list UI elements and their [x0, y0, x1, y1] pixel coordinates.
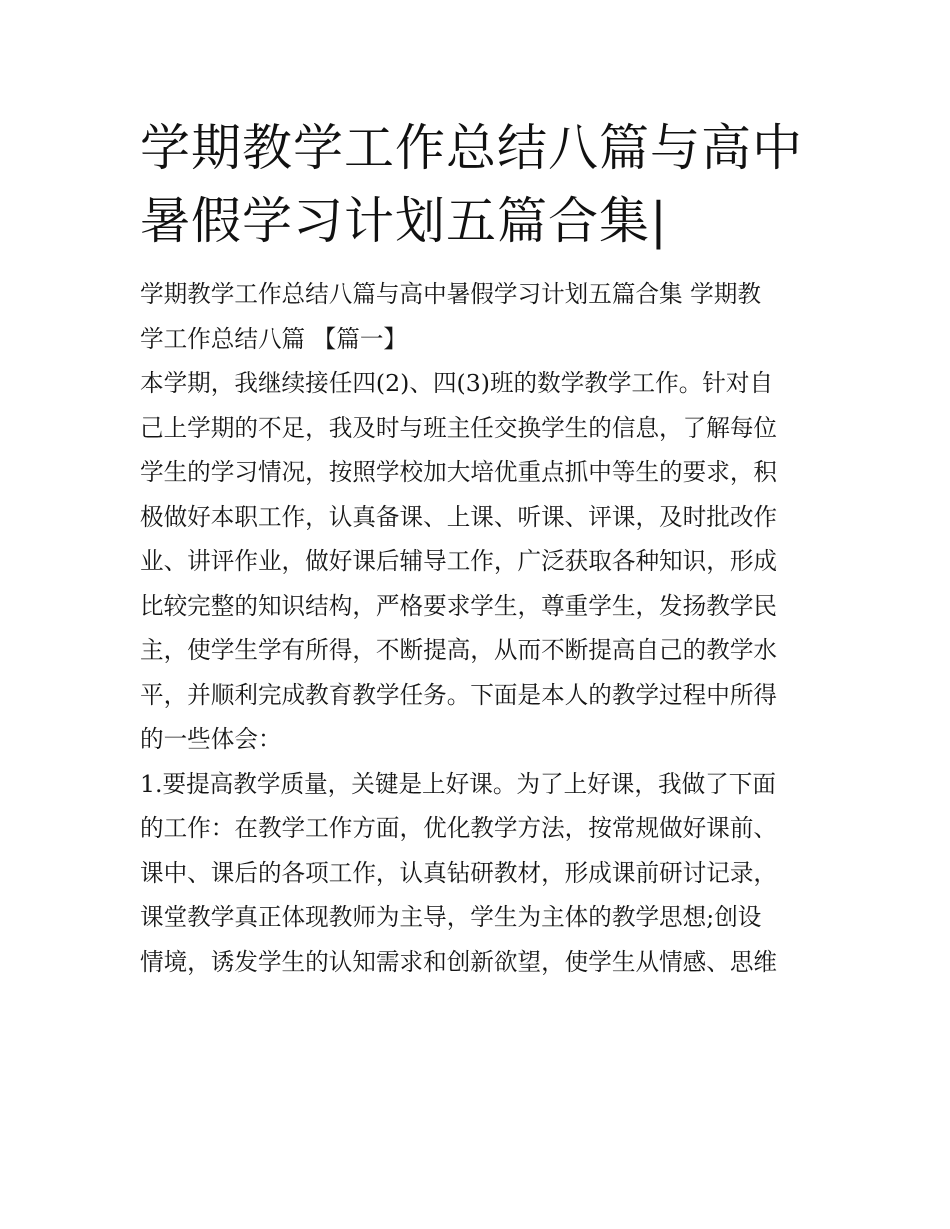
body-line: 本学期，我继续接任四(2)、四(3)班的数学教学工作。针对自 — [140, 369, 774, 397]
body-line: 平，并顺利完成教育教学任务。下面是本人的教学过程中所得 — [140, 680, 778, 709]
title-line: 暑假学习计划五篇合集| — [140, 192, 668, 250]
body-line: 学期教学工作总结八篇与高中暑假学习计划五篇合集 学期教 — [140, 280, 761, 308]
body-line: 情境，诱发学生的认知需求和创新欲望，使学生从情感、思维 — [140, 947, 778, 976]
document-title — [140, 112, 812, 258]
body-line: 业、讲评作业，做好课后辅导工作，广泛获取各种知识，形成 — [140, 547, 778, 575]
body-line: 课中、课后的各项工作，认真钻研教材，形成课前研讨记录， — [140, 858, 778, 887]
body-line: 的一些体会： — [140, 725, 282, 753]
body-line: 比较完整的知识结构，严格要求学生，尊重学生，发扬教学民 — [140, 591, 778, 620]
body-line: 1.要提高教学质量，关键是上好课。为了上好课，我做了下面 — [140, 769, 776, 798]
body-line: 学生的学习情况，按照学校加大培优重点抓中等生的要求，积 — [140, 458, 778, 486]
document-page — [140, 112, 812, 984]
body-line: 主，使学生学有所得，不断提高，从而不断提高自己的教学水 — [140, 636, 778, 664]
body-line: 极做好本职工作，认真备课、上课、听课、评课，及时批改作 — [140, 502, 778, 531]
body-line: 的工作：在教学工作方面，优化教学方法，按常规做好课前、 — [140, 814, 778, 842]
document-body — [140, 272, 812, 984]
body-line: 学工作总结八篇 【篇一】 — [140, 324, 408, 353]
body-line: 己上学期的不足，我及时与班主任交换学生的信息，了解每位 — [140, 413, 778, 442]
body-line: 课堂教学真正体现教师为主导，学生为主体的教学思想;创设 — [140, 903, 762, 931]
title-line: 学期教学工作总结八篇与高中 — [140, 119, 803, 177]
